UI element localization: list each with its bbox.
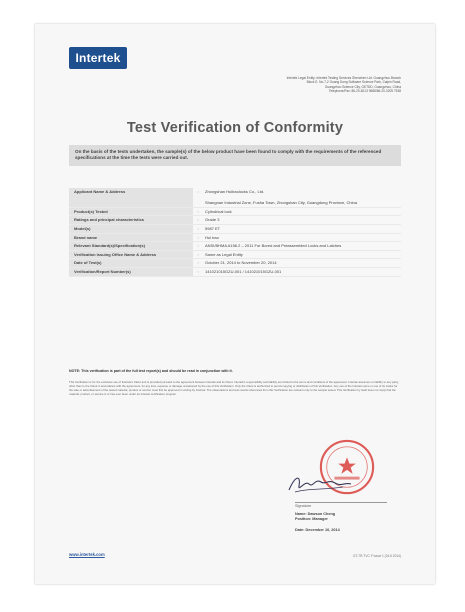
field-row-issuing-office: [69, 251, 401, 260]
field-colon: :: [197, 260, 199, 266]
intertek-logo: Intertek: [69, 47, 127, 69]
field-value: ANSI/BHMA A156.2 – 2011 For Bored and Preassembled Locks and Latches: [205, 243, 342, 249]
field-row-report-number: [69, 268, 401, 277]
field-colon: :: [197, 225, 199, 231]
field-label: Date of Test(s): [69, 259, 193, 267]
field-value: Same as Legal Entity: [205, 251, 243, 257]
field-colon: :: [197, 234, 199, 240]
field-row-ratings: [69, 216, 401, 225]
field-row-brand: [69, 234, 401, 243]
document-title: Test Verification of Conformity: [126, 120, 344, 136]
address-line: Guangzhou Science City, GETDD, Guangzhou, China: [324, 84, 401, 89]
signatory-name: Name: Dawson Cheng: [295, 512, 336, 516]
signature-line: [295, 502, 387, 503]
field-colon: :: [197, 268, 199, 274]
certificate-page: [35, 24, 435, 584]
field-label: Ratings and principal characteristics: [69, 216, 193, 224]
details-table: [69, 188, 401, 277]
field-label: Verification/Report Number(s): [69, 268, 193, 276]
field-row-applicant: [69, 188, 401, 208]
field-value: 141021015GZU-001 / 141021015GZU-001: [205, 268, 282, 274]
address-line: Intertek Legal Entity: Intertek Testing Services Shenzhen Ltd. Guangzhou Branch: [286, 76, 401, 80]
field-label: Relevant Standard(s)/Specification(s): [69, 242, 193, 250]
address-line: Block E, No.7-2 Guang Dong Software Science Park, Caipin Road,: [306, 80, 401, 85]
field-colon: :: [197, 251, 199, 257]
field-colon: :: [197, 189, 199, 194]
disclaimer-text: This Verification is for the exclusive use of Intertek's Client and is provided pursuant to the agreement between Intertek and its Client. Intertek's responsibility and liability are limited to the terms and conditions of the agreement. Intertek assumes no liability to any party, other than to the Client in accordance with the agreement, for any loss, expense or damage occasioned by the use of this Verification. Only the Client is authorized to permit copying or distribution of this Verification. Any use of the Intertek name or one of its marks for the sale or advertisement of the tested material, product or service must first be approved in writing by Intertek. The observations and test results referenced from this Verification are relevant only to the sample tested. This Verification by itself does not imply that the material, product, or service is or has ever been under an Intertek certification program.: [69, 380, 399, 396]
form-code: GT-7R-TVC F Issue 1 (24.6.2014): [352, 554, 401, 558]
field-colon: :: [197, 243, 199, 249]
field-value: Grade 3: [205, 217, 220, 223]
field-colon: :: [197, 217, 199, 223]
signature-block: [295, 502, 395, 533]
website-link[interactable]: www.intertek.com: [69, 552, 105, 557]
field-label: Product(s) Tested: [69, 208, 193, 216]
field-value: October 21, 2014 to November 20, 2014: [205, 260, 277, 266]
field-row-test-date: [69, 259, 401, 268]
intro-statement: On the basis of the tests undertaken, the sample(s) of the below product have been found to comply with the requirements of the referenced specifications at the time the tests were carried out.: [69, 145, 401, 166]
field-row-product: [69, 208, 401, 217]
field-value: Cylindrical lock: [205, 208, 232, 214]
field-label: Verification Issuing Office Name & Address: [69, 251, 193, 259]
issuer-address: [211, 76, 401, 94]
address-line: Telephone/Fax: 86-20-8213 9688/86-20-3205 7538: [328, 89, 401, 94]
field-label: Applicant Name & Address: [69, 188, 193, 207]
field-label: Brand name: [69, 234, 193, 242]
field-value: Zhongshan Hulbaolocks Co., Ltd. Shangnan Industrial Zone, Fusha Town, Zhongshan City, Guangdong Province, China: [205, 189, 357, 206]
signatory-position: Position: Manager: [295, 517, 328, 521]
field-row-model: [69, 225, 401, 234]
verification-note: NOTE: This verification is part of the full test report(s) and should be read in conjunction with it.: [69, 369, 233, 373]
field-value: 5987 ET: [205, 225, 221, 231]
field-row-standard: [69, 242, 401, 251]
signature-label: Signature: [295, 504, 312, 508]
signature-date: Date: December 10, 2014: [295, 528, 340, 532]
field-colon: :: [197, 208, 199, 214]
handwritten-signature: [285, 470, 355, 498]
field-value: Hui bao: [205, 234, 219, 240]
field-label: Model(s): [69, 225, 193, 233]
